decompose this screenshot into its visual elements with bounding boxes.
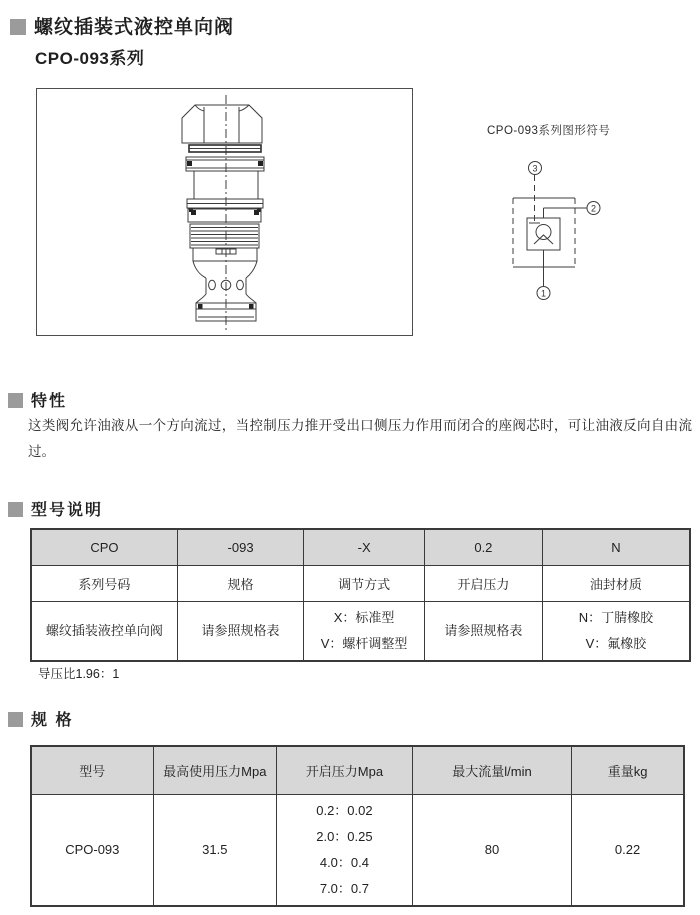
symbol-port-3-label: 3 <box>532 163 538 174</box>
model-code-cell: -093 <box>177 529 304 565</box>
model-code-cell: N <box>542 529 690 565</box>
model-desc-cell: 螺纹插装液控单向阀 <box>31 601 177 661</box>
page-title: 螺纹插装式液控单向阀 <box>34 17 235 38</box>
features-heading: 特性 <box>31 393 68 410</box>
spec-max-flow-cell: 80 <box>412 794 571 906</box>
model-meaning-cell: 开启压力 <box>424 565 542 601</box>
spec-weight-cell: 0.22 <box>572 794 684 906</box>
page-subtitle: CPO-093系列 <box>35 49 145 68</box>
model-desc-cell: 请参照规格表 <box>424 601 542 661</box>
page-title-row <box>10 12 234 39</box>
table-row <box>31 565 690 601</box>
hydraulic-symbol-icon <box>450 140 620 310</box>
specs-heading: 规 格 <box>31 712 74 729</box>
symbol-port-1-label: 1 <box>540 288 547 299</box>
specs-table <box>30 745 685 907</box>
spec-max-pressure-cell: 31.5 <box>153 794 276 906</box>
section-bullet-icon <box>10 19 26 35</box>
spec-opening-pressure-cell: 0.2：0.02 2.0：0.25 4.0：0.4 7.0：0.7 <box>277 794 413 906</box>
model-code-cell: 0.2 <box>424 529 542 565</box>
specs-heading-row <box>8 707 73 730</box>
spec-header-cell: 型号 <box>31 746 153 794</box>
section-bullet-icon <box>8 393 23 408</box>
model-desc-cell: X：标准型 V：螺杆调整型 <box>304 601 425 661</box>
table-row <box>31 601 690 661</box>
model-code-cell: CPO <box>31 529 177 565</box>
model-code-heading: 型号说明 <box>31 502 104 519</box>
table-row <box>31 794 684 906</box>
section-bullet-icon <box>8 502 23 517</box>
features-body: 这类阀允许油液从一个方向流过，当控制压力推开受出口侧压力作用而闭合的座阀芯时，可让油液反向自由流过。 <box>28 418 692 459</box>
spec-model-cell: CPO-093 <box>31 794 153 906</box>
valve-drawing-frame <box>36 88 413 336</box>
table-row <box>31 529 690 565</box>
model-code-table <box>30 528 691 662</box>
valve-drawing-icon <box>37 89 412 335</box>
symbol-caption: CPO-093系列图形符号 <box>487 125 611 137</box>
model-code-cell: -X <box>304 529 425 565</box>
features-heading-row <box>8 388 67 411</box>
section-bullet-icon <box>8 712 23 727</box>
spec-header-cell: 开启压力Mpa <box>277 746 413 794</box>
model-meaning-cell: 系列号码 <box>31 565 177 601</box>
model-desc-cell: N：丁腈橡胶 V：氟橡胶 <box>542 601 690 661</box>
symbol-port-2-label: 2 <box>590 203 597 214</box>
spec-header-cell: 重量kg <box>572 746 684 794</box>
spec-header-cell: 最高使用压力Mpa <box>153 746 276 794</box>
spec-header-cell: 最大流量l/min <box>412 746 571 794</box>
model-meaning-cell: 油封材质 <box>542 565 690 601</box>
table-header-row <box>31 746 684 794</box>
model-meaning-cell: 规格 <box>177 565 304 601</box>
pilot-ratio-note: 导压比1.96：1 <box>38 667 120 681</box>
model-code-heading-row <box>8 497 103 520</box>
model-desc-cell: 请参照规格表 <box>177 601 304 661</box>
model-meaning-cell: 调节方式 <box>304 565 425 601</box>
